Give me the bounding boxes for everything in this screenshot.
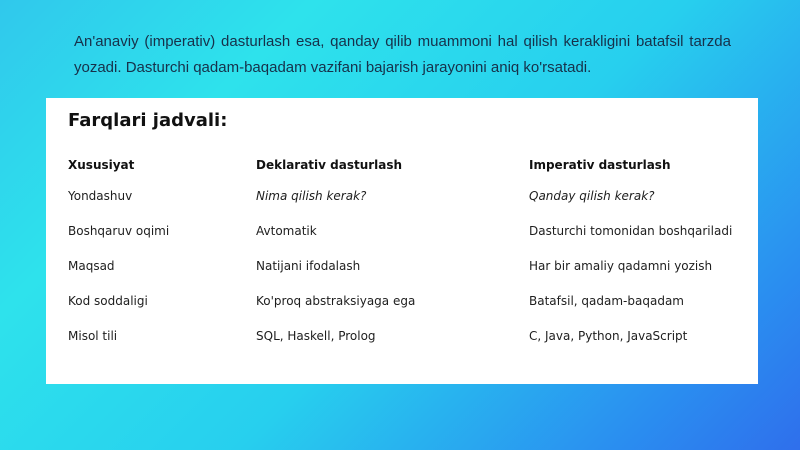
table-cell-imperative: C, Java, Python, JavaScript	[529, 329, 688, 343]
header-declarative: Deklarativ dasturlash	[256, 158, 403, 172]
comparison-table-card	[46, 98, 758, 384]
table-title: Farqlari jadvali:	[68, 110, 228, 131]
table-cell-feature: Misol tili	[68, 329, 118, 343]
intro-paragraph: An'anaviy (imperativ) dasturlash esa, qanday qilib muammoni hal qilish kerakligini batafsil tarzda yozadi. Dasturchi qadam-baqadam vazifani bajarish jarayonini aniq ko'rsatadi.	[74, 33, 731, 76]
table-cell-feature: Boshqaruv oqimi	[68, 224, 170, 238]
table-cell-declarative: Avtomatik	[256, 224, 317, 238]
table-cell-feature: Yondashuv	[68, 189, 133, 203]
table-cell-imperative: Qanday qilish kerak?	[529, 189, 655, 203]
table-cell-imperative: Har bir amaliy qadamni yozish	[529, 259, 713, 273]
header-imperative: Imperativ dasturlash	[529, 158, 671, 172]
table-cell-imperative: Dasturchi tomonidan boshqariladi	[529, 224, 733, 238]
table-cell-feature: Maqsad	[68, 259, 115, 273]
table-cell-declarative: Natijani ifodalash	[256, 259, 361, 273]
table-cell-declarative: SQL, Haskell, Prolog	[256, 329, 376, 343]
table-cell-declarative: Ko'proq abstraksiyaga ega	[256, 294, 416, 308]
table-cell-feature: Kod soddaligi	[68, 294, 148, 308]
header-feature: Xususiyat	[68, 158, 135, 172]
table-cell-imperative: Batafsil, qadam-baqadam	[529, 294, 684, 308]
table-cell-declarative: Nima qilish kerak?	[256, 189, 367, 203]
